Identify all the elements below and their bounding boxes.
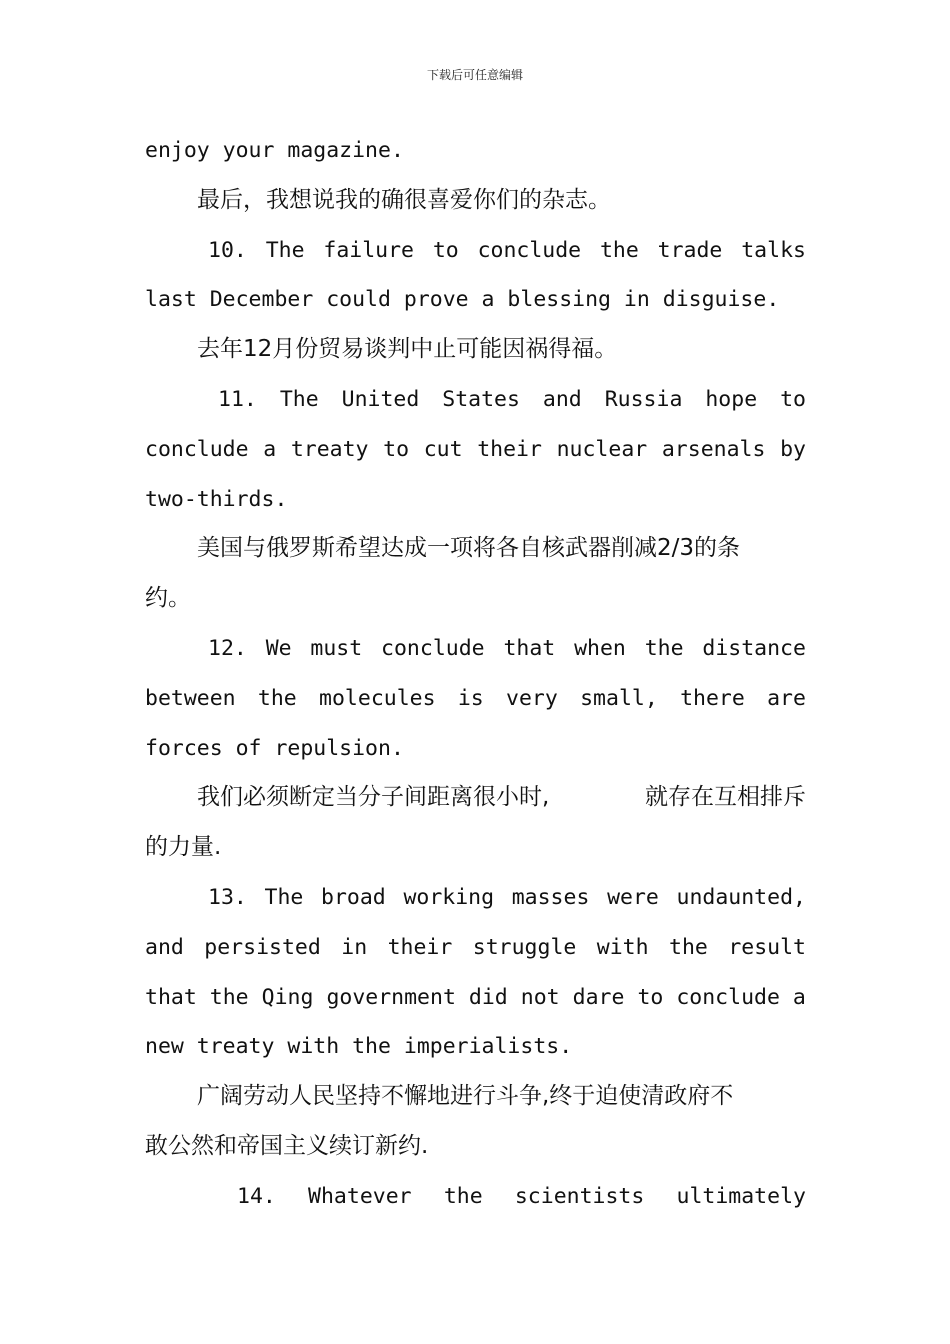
- word: government: [326, 984, 456, 1010]
- phrase: 我们必须断定当分子间距离很小时,: [197, 784, 550, 811]
- word: to: [432, 237, 459, 263]
- word: result: [728, 934, 806, 960]
- word: to: [383, 436, 410, 462]
- translation-line: 敢公然和帝国主义续订新约.: [145, 1132, 429, 1159]
- translation-line: 的力量.: [145, 834, 222, 861]
- translation-line: 最后，我想说我的确很喜爱你们的杂志。: [197, 186, 611, 213]
- word: distance: [702, 635, 806, 661]
- word: with: [596, 934, 649, 960]
- word: conclude: [145, 436, 249, 462]
- translation-line: 去年12月份贸易谈判中止可能因祸得福。: [197, 336, 618, 363]
- word: to: [780, 386, 806, 412]
- word: Russia: [604, 386, 683, 412]
- word: their: [387, 934, 453, 960]
- word: dare: [572, 984, 625, 1010]
- word: States: [442, 386, 520, 412]
- word: We: [265, 635, 292, 661]
- word: hope: [705, 386, 758, 412]
- word: their: [477, 436, 542, 462]
- word: are: [767, 685, 806, 711]
- word: that: [145, 984, 197, 1010]
- word: 14.: [237, 1183, 276, 1209]
- phrase: 就存在互相排斥: [645, 784, 806, 811]
- word: that: [503, 635, 556, 661]
- word: were: [607, 884, 659, 910]
- text-line: two-thirds.: [145, 486, 288, 512]
- word: the: [599, 237, 639, 263]
- example-sentence-14: [145, 1172, 806, 1222]
- word: the: [209, 984, 249, 1010]
- translation-line: 美国与俄罗斯希望达成一项将各自核武器削减2/3的条: [197, 535, 741, 562]
- text-line: [145, 923, 806, 973]
- word: conclude: [381, 635, 485, 661]
- example-sentence-13: [145, 873, 806, 923]
- text-line: forces of repulsion.: [145, 735, 404, 761]
- example-sentence-12: [145, 624, 806, 674]
- word: failure: [323, 237, 414, 263]
- text-line: [145, 674, 806, 724]
- word: 12.: [208, 635, 247, 661]
- word: the: [644, 635, 684, 661]
- word: between: [145, 685, 236, 711]
- word: The: [264, 884, 304, 910]
- example-sentence-11: [145, 375, 806, 425]
- word: masses: [511, 884, 590, 910]
- word: and: [542, 386, 582, 412]
- word: the: [443, 1183, 483, 1209]
- word: the: [257, 685, 297, 711]
- word: talks: [741, 237, 806, 263]
- text-line: enjoy your magazine.: [145, 138, 404, 163]
- word: molecules: [319, 685, 436, 711]
- word: United: [341, 386, 420, 412]
- example-sentence-10: [145, 226, 806, 276]
- word: conclude: [477, 237, 582, 263]
- text-line: [145, 973, 806, 1023]
- word: and: [145, 934, 184, 960]
- word: in: [341, 934, 368, 960]
- word: trade: [657, 237, 723, 263]
- word: did: [468, 984, 508, 1010]
- word: the: [669, 934, 708, 960]
- word: undaunted,: [676, 884, 806, 910]
- word: is: [457, 685, 484, 711]
- word: treaty: [290, 436, 369, 462]
- translation-line: 约。: [145, 585, 191, 612]
- word: 13.: [208, 884, 247, 910]
- word: must: [310, 635, 363, 661]
- translation-line: [145, 773, 806, 823]
- word: working: [403, 884, 495, 910]
- word: Whatever: [308, 1183, 412, 1209]
- page-header: 下载后可任意编辑: [426, 68, 523, 82]
- word: when: [574, 635, 626, 661]
- word: to: [637, 984, 664, 1010]
- word: small,: [580, 685, 658, 711]
- word: nuclear: [556, 436, 648, 462]
- word: there: [680, 685, 745, 711]
- document-body: [145, 126, 806, 1222]
- word: by: [780, 436, 806, 462]
- word: a: [263, 436, 277, 462]
- word: arsenals: [661, 436, 766, 462]
- translation-line: 广阔劳动人民坚持不懈地进行斗争,终于迫使清政府不: [197, 1083, 734, 1110]
- word: The: [279, 386, 319, 412]
- word: not: [520, 984, 560, 1010]
- word: The: [265, 237, 305, 263]
- word: cut: [423, 436, 463, 462]
- word: a: [792, 984, 806, 1010]
- word: scientists: [514, 1183, 645, 1209]
- text-line: [145, 425, 806, 475]
- text-line: new treaty with the imperialists.: [145, 1034, 573, 1060]
- word: broad: [321, 884, 386, 910]
- word: very: [506, 685, 558, 711]
- word: 10.: [208, 237, 247, 263]
- word: persisted: [204, 934, 321, 960]
- word: Qing: [261, 984, 314, 1010]
- word: conclude: [676, 984, 780, 1010]
- word: ultimately: [676, 1183, 806, 1209]
- word: 11.: [218, 386, 257, 412]
- word: struggle: [472, 934, 577, 960]
- text-line: last December could prove a blessing in disguise.: [145, 287, 780, 313]
